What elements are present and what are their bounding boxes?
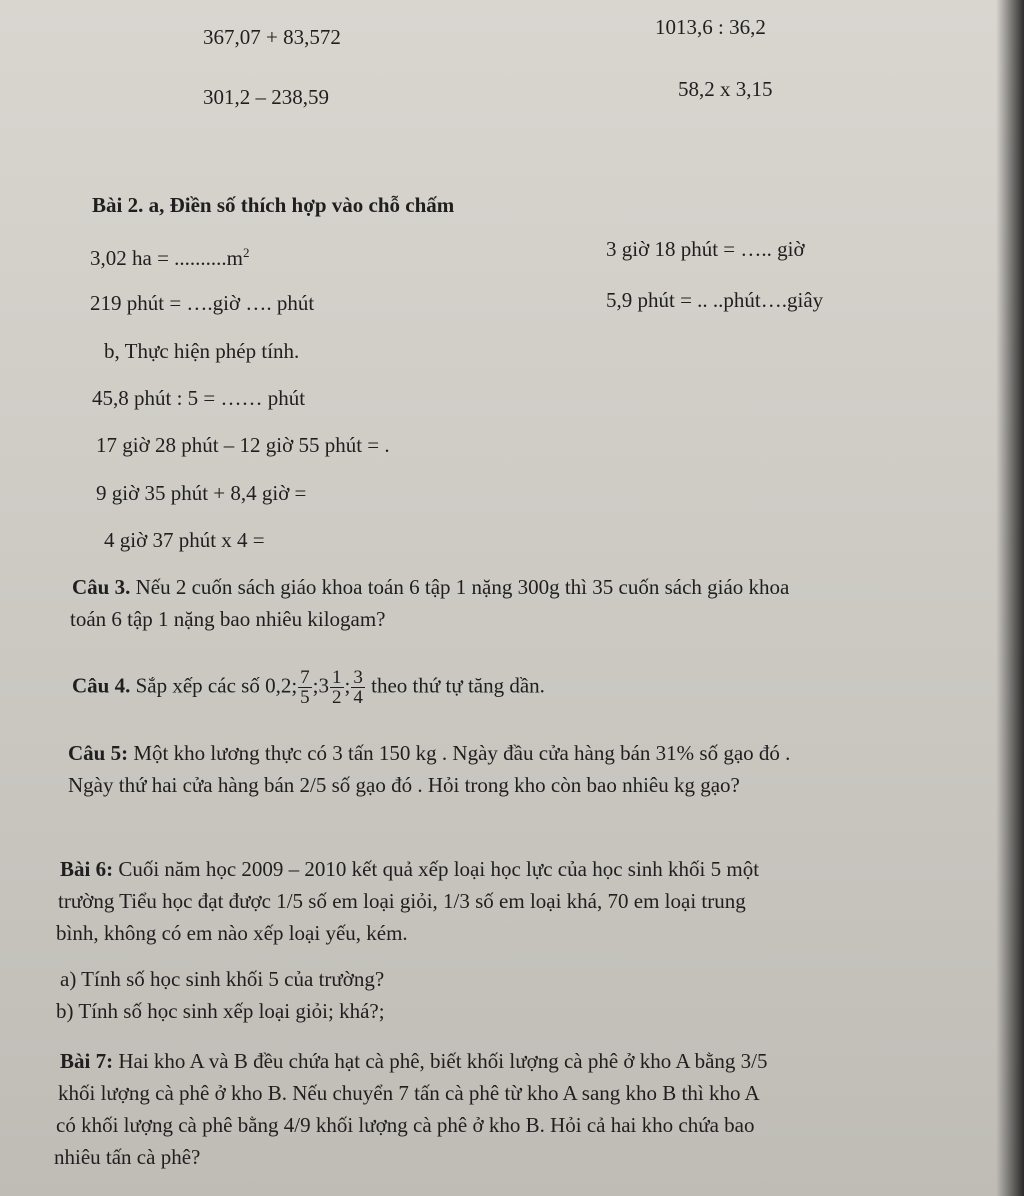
fraction-one-half: $\frac{1}{2}$ [332, 667, 342, 708]
bai6-line-1: Bài 6: Cuối năm học 2009 – 2010 kết quả xếp loại học lực của học sinh khối 5 một [60, 857, 760, 881]
bai2-label: Bài 2. [92, 193, 144, 217]
fraction-seven-fifths: $\frac{7}{5}$ [300, 667, 310, 708]
cau5-label: Câu 5: [68, 741, 129, 765]
bai2-b-item-2: 17 giờ 28 phút – 12 giờ 55 phút = . [96, 433, 390, 457]
bai2-hectare-conversion [90, 240, 250, 271]
bai6-line-2: trường Tiểu học đạt được 1/5 số em loại giỏi, 1/3 số em loại khá, 70 em loại trung [58, 889, 746, 913]
fraction-three-quarters: $\frac{3}{4}$ [353, 667, 363, 708]
bai7-label: Bài 7: [60, 1049, 114, 1073]
hectare-text: 3,02 ha = ..........m [90, 246, 243, 270]
bai2-b-item-3: 9 giờ 35 phút + 8,4 giờ = [96, 481, 307, 505]
bai6-question-b: b) Tính số học sinh xếp loại giỏi; khá?; [56, 999, 385, 1023]
cau5-line-2: Ngày thứ hai cửa hàng bán 2/5 số gạo đó . Hỏi trong kho còn bao nhiêu kg gạo? [68, 773, 740, 797]
cau3-line-2: toán 6 tập 1 nặng bao nhiêu kilogam? [70, 607, 386, 631]
bai2-part-b-title: b, Thực hiện phép tính. [104, 339, 300, 363]
bai2-b-item-4: 4 giờ 37 phút x 4 = [104, 528, 265, 552]
bai2-instruction: a, Điền số thích hợp vào chỗ chấm [143, 193, 455, 217]
bai6-line-3: bình, không có em nào xếp loại yếu, kém. [56, 921, 408, 945]
bai2-b-item-1: 45,8 phút : 5 = …… phút [92, 386, 306, 410]
bai2-seconds-conversion: 5,9 phút = .. ..phút….giây [606, 288, 824, 312]
bai7-line-1: Bài 7: Hai kho A và B đều chứa hạt cà phê, biết khối lượng cà phê ở kho A bằng 3/5 [60, 1049, 768, 1073]
bai2-heading [92, 192, 454, 218]
square-exponent: 2 [243, 245, 250, 260]
bai2-hours-conversion: 3 giờ 18 phút = ….. giờ [606, 237, 805, 261]
bai6-label: Bài 6: [60, 857, 114, 881]
calc-division: 1013,6 : 36,2 [655, 15, 766, 39]
bai7-line-3: có khối lượng cà phê bằng 4/9 khối lượng cà phê ở kho B. Hỏi cả hai kho chứa bao [56, 1113, 755, 1137]
page-edge-shadow [996, 0, 1024, 1196]
calc-subtraction: 301,2 – 238,59 [203, 85, 329, 109]
cau5-line-1: Câu 5: Một kho lương thực có 3 tấn 150 kg . Ngày đầu cửa hàng bán 31% số gạo đó . [68, 741, 791, 765]
calc-addition: 367,07 + 83,572 [203, 25, 341, 49]
bai6-question-a: a) Tính số học sinh khối 5 của trường? [60, 967, 385, 991]
cau4-line: Câu 4. Sắp xếp các số 0,2; $\frac{7}{5}$ ;3 $\frac{1}{2}$ ; $\frac{3}{4}$ theo thứ tự tăng dần. [72, 667, 545, 708]
bai7-line-4: nhiêu tấn cà phê? [54, 1145, 201, 1169]
bai2-minutes-conversion: 219 phút = ….giờ …. phút [90, 291, 315, 315]
cau3-label: Câu 3. [72, 575, 131, 599]
calc-multiplication: 58,2 x 3,15 [678, 77, 773, 101]
cau4-label: Câu 4. [72, 673, 131, 698]
cau3-line-1: Câu 3. Nếu 2 cuốn sách giáo khoa toán 6 tập 1 nặng 300g thì 35 cuốn sách giáo khoa [72, 575, 790, 599]
bai7-line-2: khối lượng cà phê ở kho B. Nếu chuyển 7 tấn cà phê từ kho A sang kho B thì kho A [58, 1081, 760, 1105]
